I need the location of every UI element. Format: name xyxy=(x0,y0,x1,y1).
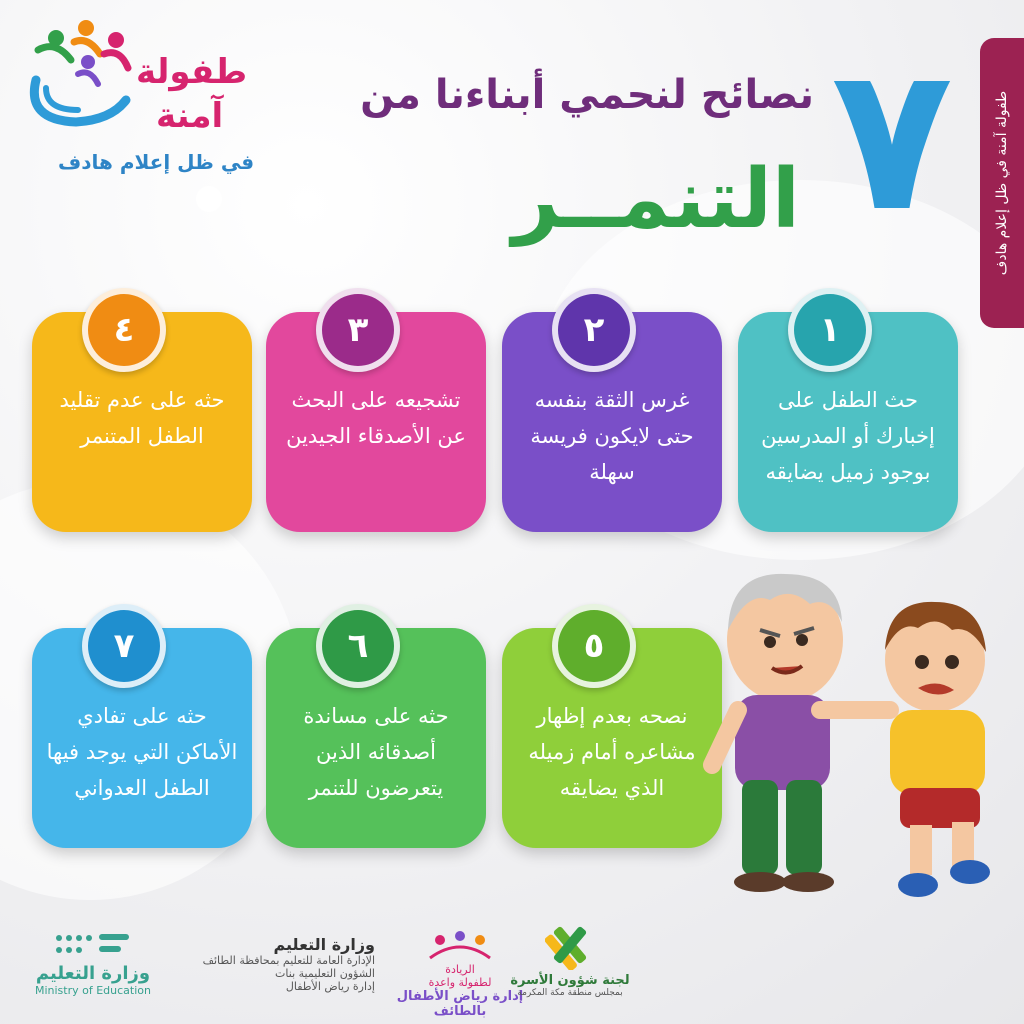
dept-line3: إدارة رياض الأطفال xyxy=(285,980,375,993)
background-dot xyxy=(196,186,222,212)
logo xyxy=(16,10,276,180)
kg-line2: لطفولة واعدة xyxy=(428,976,492,989)
tip-text: حثه على تفادي الأماكن التي يوجد فيها الطفل العدواني xyxy=(46,704,238,800)
tip-card-5 xyxy=(502,628,722,848)
dept-title: وزارة التعليم xyxy=(273,935,375,954)
victim-figure xyxy=(885,602,990,897)
dept-line2: الشؤون التعليمية بنات xyxy=(275,967,375,980)
tip-card-4 xyxy=(32,312,252,532)
tip-text: حث الطفل على إخبارك أو المدرسين بوجود زميل يضايقه xyxy=(761,388,935,484)
tip-card-2 xyxy=(502,312,722,532)
tip-number-badge: ٤ xyxy=(82,288,166,372)
ministry-dots-icon xyxy=(53,930,133,960)
kg-line3: إدارة رياض الأطفال بالطائف xyxy=(396,989,524,1019)
bully-figure xyxy=(712,574,890,892)
tip-number-badge: ٣ xyxy=(316,288,400,372)
kindergarten-icon xyxy=(420,930,500,960)
tip-number-badge: ٦ xyxy=(316,604,400,688)
tip-number-badge: ٢ xyxy=(552,288,636,372)
family-committee-icon xyxy=(545,920,595,970)
family-committee-logo xyxy=(505,920,635,998)
logo-subtitle: في ظل إعلام هادف xyxy=(58,150,255,174)
logo-title-line1: طفولة xyxy=(136,52,248,92)
tip-card-7 xyxy=(32,628,252,848)
education-department-block xyxy=(185,935,375,993)
tip-text: غرس الثقة بنفسه حتى لايكون فريسة سهلة xyxy=(530,388,694,484)
ministry-logo xyxy=(18,930,168,997)
hands-logo-icon xyxy=(16,10,146,130)
tip-text: حثه على مساندة أصدقائه الذين يتعرضون للتنمر xyxy=(303,704,449,800)
bullying-illustration xyxy=(690,560,1010,910)
side-tab-label: طفولة آمنة في ظل إعلام هادف xyxy=(994,90,1010,276)
tip-text: حثه على عدم تقليد الطفل المتنمر xyxy=(59,388,225,448)
tip-card-6 xyxy=(266,628,486,848)
ministry-name-ar: وزارة التعليم xyxy=(35,963,151,984)
tip-number-badge: ١ xyxy=(788,288,872,372)
tip-number-badge: ٥ xyxy=(552,604,636,688)
family-line2: بمجلس منطقة مكة المكرمة xyxy=(517,988,623,998)
tip-text: تشجيعه على البحث عن الأصدقاء الجيدين xyxy=(286,388,466,448)
tip-card-3 xyxy=(266,312,486,532)
dept-line1: الإدارة العامة للتعليم بمحافظة الطائف xyxy=(202,954,375,967)
ministry-name-en: Ministry of Education xyxy=(34,984,151,997)
header-title-line1: نصائح لنحمي أبناءنا من xyxy=(360,72,814,118)
header-big-number: ٧ xyxy=(830,23,954,256)
family-line1: لجنة شؤون الأسرة xyxy=(510,973,630,988)
kg-line1: الريادة xyxy=(445,963,475,976)
header-title-line2: التنمــر xyxy=(512,152,800,247)
logo-title-line2: آمنة xyxy=(156,96,224,136)
tip-number-badge: ٧ xyxy=(82,604,166,688)
tip-card-1 xyxy=(738,312,958,532)
tip-text: نصحه بعدم إظهار مشاعره أمام زميله الذي يضايقه xyxy=(528,704,696,800)
side-tab xyxy=(980,38,1024,328)
